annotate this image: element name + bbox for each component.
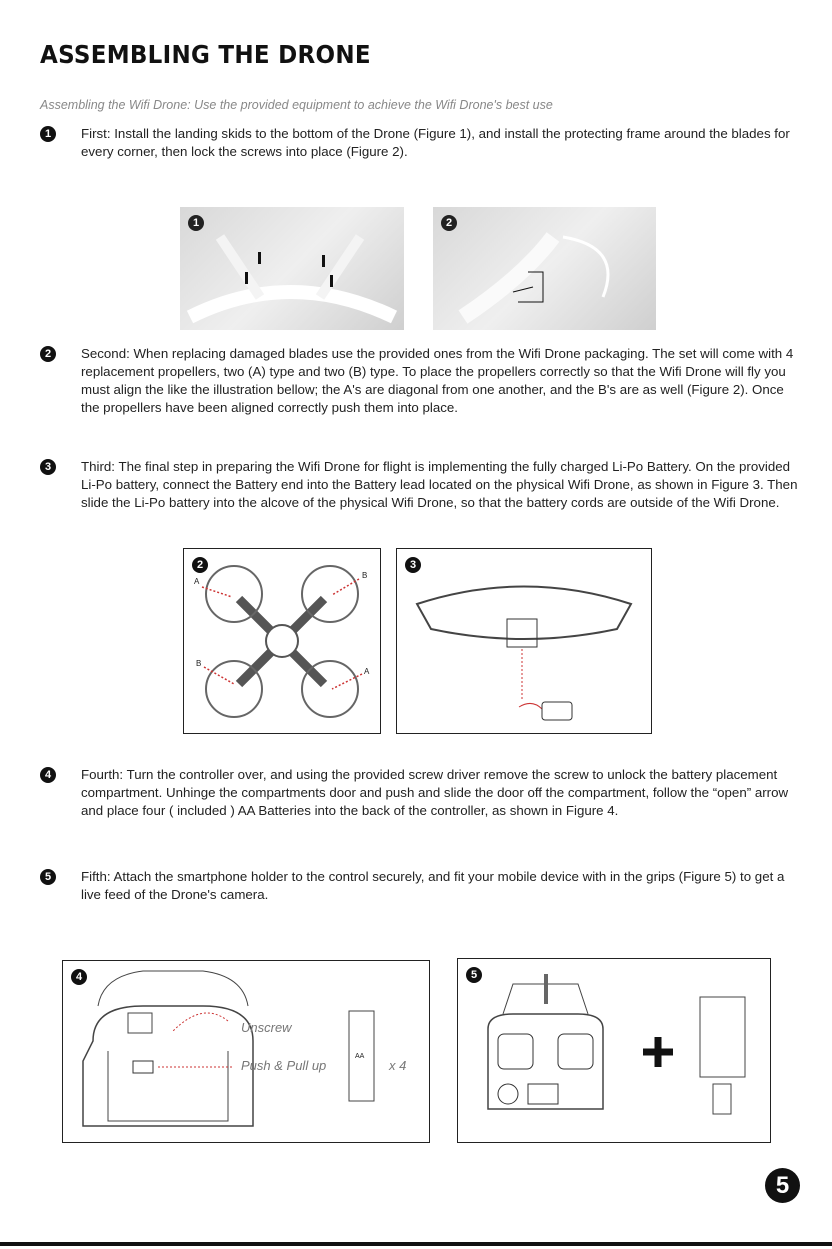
controller-holder-illustration xyxy=(458,959,770,1142)
propeller-label-b: B xyxy=(362,571,368,580)
step-number: 5 xyxy=(40,869,56,885)
step-number: 3 xyxy=(40,459,56,475)
step-5 xyxy=(40,868,800,904)
step-4 xyxy=(40,766,800,820)
page-number: 5 xyxy=(765,1168,800,1203)
propeller-label-a: A xyxy=(194,577,200,586)
unscrew-label: Unscrew xyxy=(241,1020,292,1035)
bottom-rule xyxy=(0,1242,832,1246)
battery-label: AA xyxy=(355,1053,365,1060)
figure-4-controller-back xyxy=(62,960,430,1143)
step-text: Fourth: Turn the controller over, and using the provided screw driver remove the screw to unlock the battery placement compartment. Unhinge the compartments door and push and slide the door off the compartment, follow the “open” arrow and place four ( included ) AA Batteries into the back of the controller, as shown in Figure 4. xyxy=(81,767,789,818)
figure-number: 3 xyxy=(405,557,421,573)
step-1 xyxy=(40,125,800,161)
push-pull-label: Push & Pull up xyxy=(241,1058,327,1073)
step-number: 4 xyxy=(40,767,56,783)
step-2 xyxy=(40,345,800,417)
propeller-label-b: B xyxy=(196,659,202,668)
figure-number: 4 xyxy=(71,969,87,985)
figure-number: 2 xyxy=(192,557,208,573)
controller-back-illustration xyxy=(63,961,429,1142)
figure-number: 2 xyxy=(441,215,457,231)
battery-connection-illustration xyxy=(397,549,651,733)
figure-2-propellers xyxy=(183,548,381,734)
figure-number: 5 xyxy=(466,967,482,983)
step-number: 1 xyxy=(40,126,56,142)
step-text: Second: When replacing damaged blades use the provided ones from the Wifi Drone packaging. The set will come with 4 replacement propellers, two (A) type and two (B) type. To place the propellers correctly so that the Wifi Drone will fly you must align the like the illustration bellow; the A's are diagonal from one another, and the B's are as well (Figure 2). Once the propellers have been aligned correctly push them into place. xyxy=(81,346,794,415)
propeller-layout-illustration xyxy=(184,549,380,733)
step-text: First: Install the landing skids to the bottom of the Drone (Figure 1), and install the protecting frame around the blades for every corner, then lock the screws into place (Figure 2). xyxy=(81,126,790,159)
figure-5-phone-holder xyxy=(457,958,771,1143)
step-number: 2 xyxy=(40,346,56,362)
battery-count-label: x 4 xyxy=(389,1058,407,1073)
figure-number: 1 xyxy=(188,215,204,231)
figure-2-photo xyxy=(433,207,656,330)
figure-3-battery xyxy=(396,548,652,734)
page-title: ASSEMBLING THE DRONE xyxy=(40,40,371,69)
propeller-label-a: A xyxy=(364,667,370,676)
drone-frame-illustration xyxy=(433,207,656,330)
figure-1-photo xyxy=(180,207,404,330)
step-3 xyxy=(40,458,800,512)
step-text: Fifth: Attach the smartphone holder to the control securely, and fit your mobile device with in the grips (Figure 5) to get a live feed of the Drone's camera. xyxy=(81,869,785,902)
drone-skids-illustration xyxy=(180,207,404,330)
subtitle: Assembling the Wifi Drone: Use the provided equipment to achieve the Wifi Drone's best use xyxy=(40,98,553,112)
step-text: Third: The final step in preparing the Wifi Drone for flight is implementing the fully charged Li-Po Battery. On the provided Li-Po battery, connect the Battery end into the Battery lead located on the physical Wifi Drone, as shown in Figure 3. Then slide the Li-Po battery into the alcove of the physical Wifi Drone, so that the battery cords are outside of the Wifi Drone. xyxy=(81,459,798,510)
